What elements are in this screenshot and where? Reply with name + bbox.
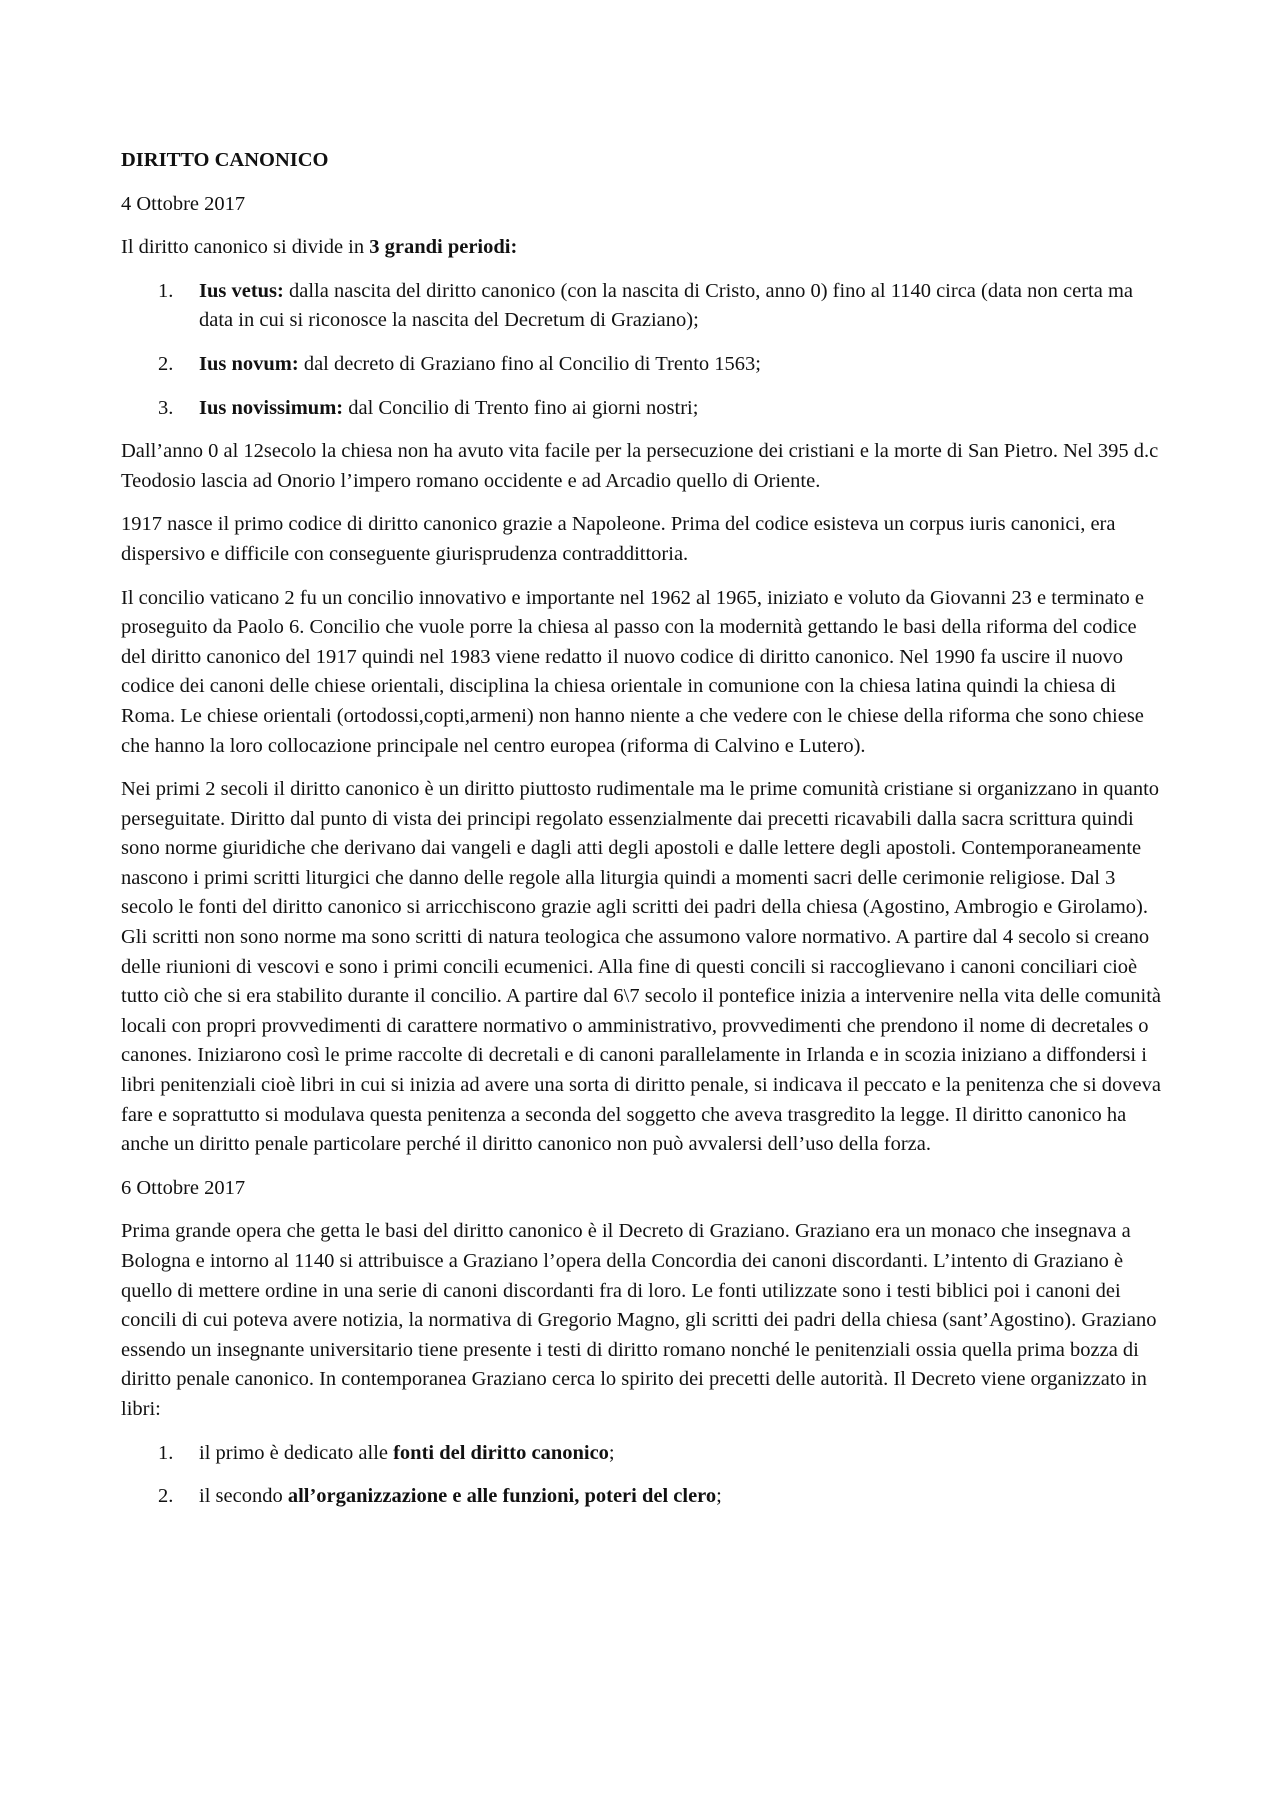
list-number: 2. — [158, 1485, 174, 1508]
list-item — [121, 350, 1166, 380]
books-list — [121, 1439, 1166, 1512]
period-term: Ius novissimum: — [199, 396, 344, 419]
paragraph: Prima grande opera che getta le basi del diritto canonico è il Decreto di Graziano. Graziano era un monaco che insegnava a Bologna e intorno al 1140 si attribuisce a Graziano l’opera della Concordia dei canoni discordanti. L’intento di Graziano è quello di mettere ordine in una serie di canoni discordanti fra di loro. Le fonti utilizzate sono i testi biblici poi i canoni dei concili di cui poteva avere notizia, la normativa di Gregorio Magno, gli scritti dei padri della chiesa (sant’Agostino). Graziano essendo un insegnante universitario tiene presente i testi di diritto romano nonché le penitenziali ossia quella prima bozza di diritto penale canonico. In contemporanea Graziano cerca lo spirito dei precetti delle autorità. Il Decreto viene organizzato in libri: — [121, 1220, 1157, 1420]
period-text: dal decreto di Graziano fino al Concilio di Trento 1563; — [298, 352, 761, 375]
period-text: dal Concilio di Trento fino ai giorni nostri; — [343, 396, 699, 419]
period-term: Ius novum: — [199, 352, 299, 375]
list-item — [121, 394, 1166, 424]
intro-bold: 3 grandi periodi: — [369, 236, 518, 259]
period-text: dalla nascita del diritto canonico (con la nascita di Cristo, anno 0) fino al 1140 circa (data non certa ma data in cui si riconosce la nascita del Decretum di Graziano); — [199, 279, 1133, 332]
book-text: il secondo — [199, 1485, 288, 1508]
book-end: ; — [716, 1485, 722, 1508]
date-heading-1: 4 Ottobre 2017 — [121, 192, 246, 215]
paragraph: Dall’anno 0 al 12secolo la chiesa non ha avuto vita facile per la persecuzione dei cristiani e la morte di San Pietro. Nel 395 d.c Teodosio lascia ad Onorio l’impero romano occidente e ad Arcadio quello di Oriente. — [121, 440, 1159, 492]
book-end: ; — [608, 1441, 615, 1464]
list-item — [121, 1482, 1166, 1512]
book-bold: fonti del diritto canonico — [393, 1441, 609, 1464]
list-item — [121, 1439, 1166, 1469]
paragraph: Nei primi 2 secoli il diritto canonico è un diritto piuttosto rudimentale ma le prime comunità cristiane si organizzano in quanto perseguitate. Diritto dal punto di vista dei principi regolato essenzialmente dai precetti ricavabili dalla sacra scrittura quindi sono norme giuridiche che derivano dai vangeli e dagli atti degli apostoli e dalle lettere degli apostoli. Contemporaneamente nascono i primi scritti liturgici che danno delle regole alla liturgia quindi a momenti sacri delle cerimonie religiose. Dal 3 secolo le fonti del diritto canonico si arricchiscono grazie agli scritti dei padri della chiesa (Agostino, Ambrogio e Girolamo). Gli scritti non sono norme ma sono scritti di natura teologica che assumono valore normativo. A partire dal 4 secolo si creano delle riunioni di vescovi e sono i primi concili ecumenici. Alla fine di questi concili si raccoglievano i canoni conciliari cioè tutto ciò che si era stabilito durante il concilio. A partire dal 6\7 secolo il pontefice inizia a intervenire nella vita delle comunità locali con propri provvedimenti di carattere normativo o amministrativo, provvedimenti che prendono il nome di decretales o canones. Iniziarono così le prime raccolte di decretali e di canoni parallelamente in Irlanda e in scozia iniziano a diffondersi i libri penitenziali cioè libri in cui si inizia ad avere una sorta di diritto penale, si indicava il peccato e la penitenza che si doveva fare e soprattutto si modulava questa penitenza a seconda del soggetto che aveva trasgredito la legge. Il diritto canonico ha anche un diritto penale particolare perché il diritto canonico non può avvalersi dell’uso della forza. — [121, 778, 1162, 1156]
date-heading-2: 6 Ottobre 2017 — [121, 1176, 246, 1199]
list-number: 1. — [158, 279, 174, 302]
paragraph: 1917 nasce il primo codice di diritto canonico grazie a Napoleone. Prima del codice esisteva un corpus iuris canonici, era dispersivo e difficile con conseguente giurisprudenza contraddittoria. — [121, 513, 1116, 565]
intro-text: Il diritto canonico si divide in — [121, 236, 370, 259]
book-text: il primo è dedicato alle — [199, 1441, 394, 1464]
book-bold: all’organizzazione e alle funzioni, poteri del clero — [287, 1485, 717, 1508]
periods-list — [121, 277, 1166, 423]
period-term: Ius vetus: — [199, 279, 284, 302]
document-title: DIRITTO CANONICO — [121, 149, 329, 171]
intro-paragraph — [121, 233, 1166, 263]
document-page — [121, 146, 1166, 1526]
paragraph: Il concilio vaticano 2 fu un concilio innovativo e importante nel 1962 al 1965, iniziato e voluto da Giovanni 23 e terminato e proseguito da Paolo 6. Concilio che vuole porre la chiesa al passo con la modernità gettando le basi della riforma del codice del diritto canonico del 1917 quindi nel 1983 viene redatto il nuovo codice di diritto canonico. Nel 1990 fa uscire il nuovo codice dei canoni delle chiese orientali, disciplina la chiesa orientale in comunione con la chiesa latina quindi la chiesa di Roma. Le chiese orientali (ortodossi,copti,armeni) non hanno niente a che vedere con le chiese della riforma che sono chiese che hanno la loro collocazione principale nel centro europea (riforma di Calvino e Lutero). — [121, 586, 1145, 757]
list-number: 3. — [158, 396, 174, 419]
list-item — [121, 277, 1166, 336]
list-number: 2. — [158, 352, 174, 375]
list-number: 1. — [158, 1441, 174, 1464]
